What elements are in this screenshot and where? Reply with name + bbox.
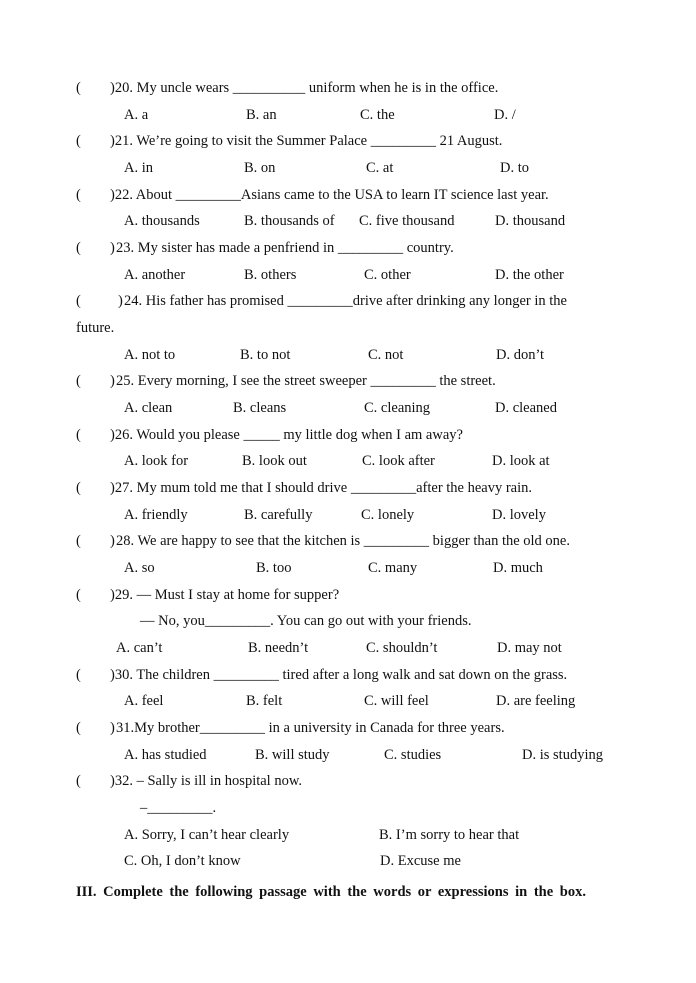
answer-paren-open: (: [76, 240, 81, 256]
question-stem: 23. My sister has made a penfriend in _________ country.: [116, 240, 454, 256]
section-heading: III. Complete the following passage with the words or expressions in the box.: [76, 884, 586, 900]
question-stem: 28. We are happy to see that the kitchen is _________ bigger than the old one.: [116, 533, 570, 549]
option-c: C. studies: [384, 747, 442, 763]
answer-paren-open: (: [76, 80, 81, 96]
option-b: B. others: [244, 267, 297, 283]
option-a: A. clean: [124, 400, 173, 416]
answer-paren-open: (: [76, 373, 81, 389]
question-28: [0, 531, 696, 551]
option-a: A. so: [124, 560, 155, 576]
option-a: A. another: [124, 267, 186, 283]
option-d: D. are feeling: [496, 693, 576, 709]
question-stem: )27. My mum told me that I should drive _________after the heavy rain.: [110, 480, 533, 496]
question-24: [0, 291, 696, 311]
answer-paren-open: (: [76, 533, 81, 549]
option-d: D. don’t: [496, 347, 545, 363]
question-23: [0, 238, 696, 258]
option-d: D. Excuse me: [380, 853, 461, 869]
option-b: B. needn’t: [248, 640, 309, 656]
question-27: [0, 478, 696, 498]
options-25: [0, 398, 696, 418]
option-b: B. to not: [240, 347, 291, 363]
answer-paren-open: (: [76, 587, 81, 603]
option-c: C. look after: [362, 453, 435, 469]
option-a: A. friendly: [124, 507, 188, 523]
option-b: B. I’m sorry to hear that: [379, 827, 520, 843]
option-c: C. not: [368, 347, 404, 363]
option-c: C. at: [366, 160, 394, 176]
option-d: D. the other: [495, 267, 564, 283]
option-d: D. thousand: [495, 213, 566, 229]
option-a: A. a: [124, 107, 149, 123]
question-25: [0, 371, 696, 391]
options-24: [0, 345, 696, 365]
options-23: [0, 265, 696, 285]
option-c: C. five thousand: [359, 213, 455, 229]
option-d: D. to: [500, 160, 529, 176]
options-22: [0, 211, 696, 231]
answer-paren-open: (: [76, 187, 81, 203]
option-a: A. can’t: [116, 640, 163, 656]
question-stem: )29. — Must I stay at home for supper?: [110, 587, 340, 603]
answer-paren-open: (: [76, 720, 81, 736]
question-stem: )22. About _________Asians came to the USA to learn IT science last year.: [110, 187, 549, 203]
option-d: D. may not: [497, 640, 562, 656]
answer-paren-open: (: [76, 293, 81, 309]
options-29: [0, 638, 696, 658]
options-31: [0, 745, 696, 765]
option-d: D. look at: [492, 453, 550, 469]
option-a: A. look for: [124, 453, 189, 469]
options-21: [0, 158, 696, 178]
answer-paren-open: (: [76, 480, 81, 496]
option-b: B. too: [256, 560, 292, 576]
question-20: [0, 78, 696, 98]
option-c: C. cleaning: [364, 400, 431, 416]
option-d: D. lovely: [492, 507, 546, 523]
question-stem-continued: –_________.: [140, 800, 217, 816]
option-b: B. felt: [246, 693, 283, 709]
option-b: B. look out: [242, 453, 307, 469]
option-c: C. Oh, I don’t know: [124, 853, 241, 869]
answer-paren-close: ): [110, 720, 115, 736]
option-d: D. much: [493, 560, 543, 576]
question-stem: 31.My brother_________ in a university in Canada for three years.: [116, 720, 505, 736]
option-a: A. thousands: [124, 213, 200, 229]
question-24-continued: [0, 318, 696, 338]
answer-paren-close: ): [110, 373, 115, 389]
option-b: B. thousands of: [244, 213, 335, 229]
options-30: [0, 691, 696, 711]
options-32-row1: [0, 825, 696, 845]
option-c: C. many: [368, 560, 418, 576]
option-c: C. shouldn’t: [366, 640, 438, 656]
options-27: [0, 505, 696, 525]
question-29: [0, 585, 696, 605]
question-26: [0, 425, 696, 445]
question-31: [0, 718, 696, 738]
option-a: A. not to: [124, 347, 176, 363]
option-a: A. Sorry, I can’t hear clearly: [124, 827, 290, 843]
question-30: [0, 665, 696, 685]
option-b: B. on: [244, 160, 276, 176]
option-b: B. will study: [255, 747, 330, 763]
answer-paren-open: (: [76, 427, 81, 443]
answer-paren-close: ): [118, 293, 123, 309]
answer-paren-open: (: [76, 133, 81, 149]
question-stem: )26. Would you please _____ my little dog when I am away?: [110, 427, 463, 443]
question-stem: 25. Every morning, I see the street sweeper _________ the street.: [116, 373, 496, 389]
question-21: [0, 131, 696, 151]
options-26: [0, 451, 696, 471]
option-c: C. lonely: [361, 507, 415, 523]
answer-paren-close: ): [110, 533, 115, 549]
question-stem: )30. The children _________ tired after a long walk and sat down on the grass.: [110, 667, 568, 683]
question-stem: )32. – Sally is ill in hospital now.: [110, 773, 302, 789]
option-a: A. in: [124, 160, 153, 176]
option-b: B. an: [246, 107, 277, 123]
option-c: C. the: [360, 107, 395, 123]
question-stem: )21. We’re going to visit the Summer Palace _________ 21 August.: [110, 133, 503, 149]
answer-paren-open: (: [76, 667, 81, 683]
option-d: D. /: [494, 107, 516, 123]
option-b: B. carefully: [244, 507, 313, 523]
option-d: D. is studying: [522, 747, 603, 763]
option-c: C. other: [364, 267, 411, 283]
option-b: B. cleans: [233, 400, 287, 416]
question-32: [0, 771, 696, 791]
answer-paren-close: ): [110, 240, 115, 256]
option-a: A. has studied: [124, 747, 207, 763]
question-stem: 24. His father has promised _________drive after drinking any longer in the: [124, 293, 567, 309]
options-32-row2: [0, 851, 696, 871]
option-c: C. will feel: [364, 693, 429, 709]
question-stem: )20. My uncle wears __________ uniform when he is in the office.: [110, 80, 499, 96]
option-d: D. cleaned: [495, 400, 557, 416]
question-29-continued: [0, 611, 696, 631]
answer-paren-open: (: [76, 773, 81, 789]
options-28: [0, 558, 696, 578]
question-stem-continued: — No, you_________. You can go out with your friends.: [140, 613, 472, 629]
question-stem-continued: future.: [76, 320, 115, 336]
question-32-continued: [0, 798, 696, 818]
option-a: A. feel: [124, 693, 164, 709]
options-20: [0, 105, 696, 125]
question-22: [0, 185, 696, 205]
